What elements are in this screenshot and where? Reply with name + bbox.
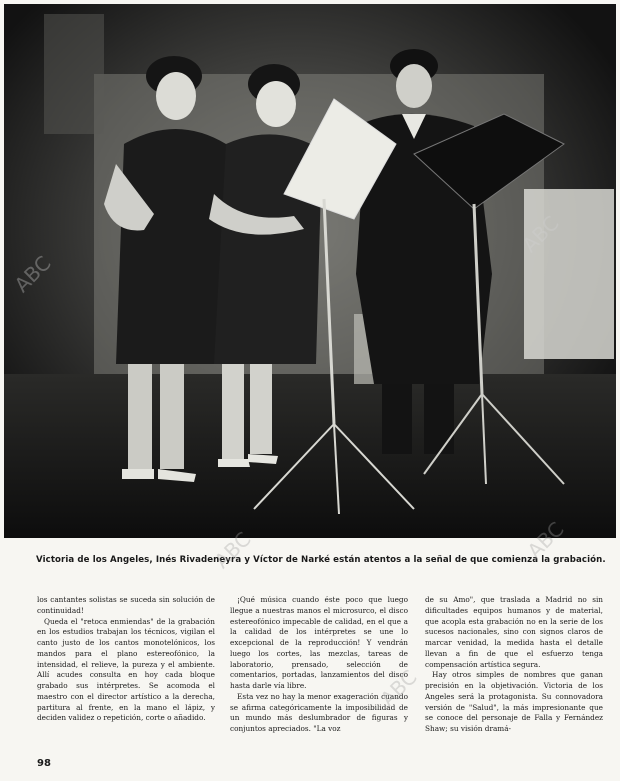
page-number: 98 xyxy=(37,758,51,769)
paragraph: Hay otros simples de nombres que ganan precisión en la objetivación. Victoria de los Angeles será la protagonista. Su connovadora versión de "Salud", la más impresionante que se conoce del personaje de Falla y Fernández Shaw; su visión dramá- xyxy=(425,670,603,733)
watermark: ABC xyxy=(522,517,569,563)
photo-caption: Victoria de los Angeles, Inés Rivadeneyra y Víctor de Narké están atentos a la señal de que comienza la grabación. xyxy=(36,555,606,565)
text-column-2 xyxy=(230,595,408,735)
paragraph: Queda el "retoca enmiendas" de la grabación en los estudios trabajan los técnicos, vigilan el canto justo de los cantos monotelónicos, los mandos para el plano estereofónico, la intensidad, el relieve, la pureza y el ambiente. Allí acudes consulta en hoy cada bloque grabado sus intérpretes. Se acomoda el maestro con el director artístico a la derecha, partitura al frente, en la mano el lápiz, y deciden validez o repetición, corte o añadido. xyxy=(37,616,215,723)
watermark: ABC xyxy=(9,251,56,297)
paragraph: los cantantes solistas se suceda sin solución de continuidad! xyxy=(37,595,215,615)
photo-illustration xyxy=(4,4,616,538)
recording-session-photo xyxy=(4,4,616,538)
text-column-3 xyxy=(425,595,603,735)
paragraph: Esta vez no hay la menor exageración cuando se afirma categóricamente la imposibilidad de un mundo más deslumbrador de figuras y conjuntos apreciados. "La voz xyxy=(230,691,408,733)
paragraph: ¡Qué música cuando éste poco que luego llegue a nuestras manos el microsurco, el disco estereofónico impecable de calidad, en el que a la calidad de los intérpretes se une lo excepcional de la reproducción! Y vendrán luego los cortes, las mezclas, tareas de laboratorio, prensado, selección de comentarios, portadas, lanzamientos del disco hasta darle vía libre. xyxy=(230,595,408,690)
paragraph: de su Amo", que traslada a Madrid no sin dificultades equipos humanos y de material, que acopla esta grabación no en la serie de los sucesos nacionales, sino con signos claros de marcar venidad, la medida hasta el detalle llevan a fin de que el esfuerzo tenga compensación artística segura. xyxy=(425,595,603,669)
watermark: ABC xyxy=(517,211,564,257)
text-column-1 xyxy=(37,595,215,724)
watermark: ABC xyxy=(375,665,422,711)
watermark: ABC xyxy=(209,527,256,573)
